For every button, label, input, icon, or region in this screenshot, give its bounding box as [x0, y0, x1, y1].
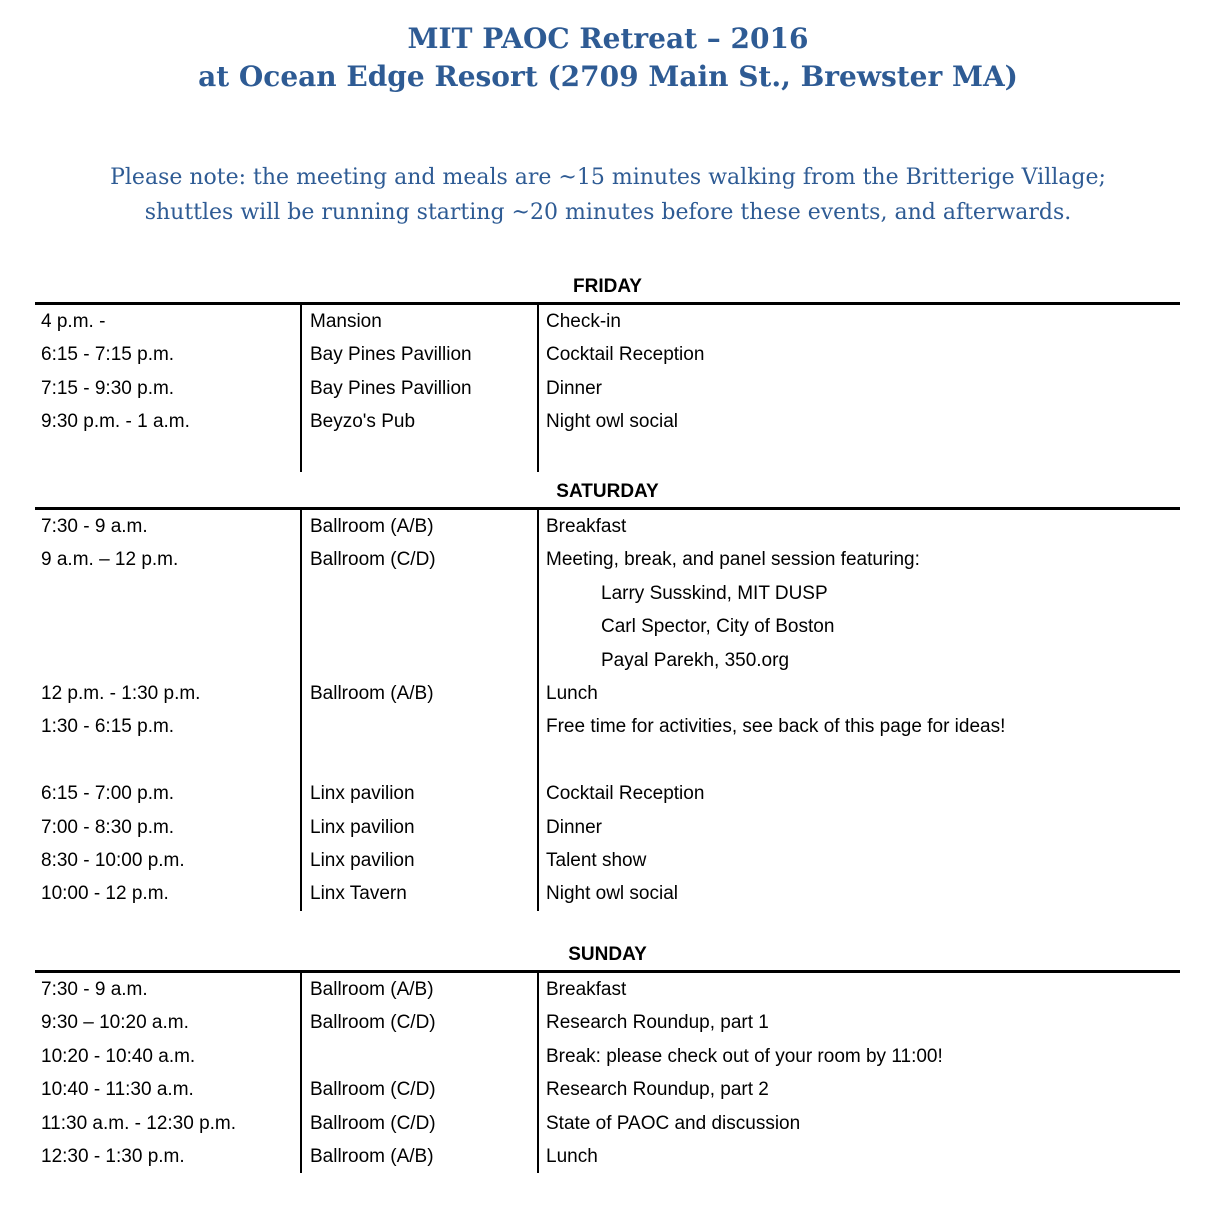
table-row [35, 1140, 1180, 1173]
event-cell: Breakfast [537, 510, 1180, 543]
time-cell: 12 p.m. - 1:30 p.m. [41, 683, 201, 705]
note-line-2: shuttles will be running starting ~20 minutes before these events, and afterwards. [144, 200, 1072, 225]
table-row [35, 811, 1180, 844]
title-line-2: at Ocean Edge Resort (2709 Main St., Brewster MA) [198, 60, 1018, 93]
location-cell: Beyzo's Pub [300, 405, 537, 438]
time-cell: 7:30 - 9 a.m. [41, 978, 148, 1000]
location-cell [300, 610, 537, 643]
location-cell: Linx Tavern [300, 877, 537, 910]
table-row [35, 973, 1180, 1006]
table-row [35, 777, 1180, 810]
time-cell [35, 744, 300, 777]
table-row [35, 372, 1180, 405]
time-cell: 7:30 - 9 a.m. [41, 516, 148, 538]
table-row [35, 305, 1180, 338]
section-sunday [35, 943, 1180, 1173]
table-row [35, 644, 1180, 677]
event-cell: Meeting, break, and panel session featuring: [537, 543, 1180, 576]
location-cell: Linx pavilion [300, 811, 537, 844]
table-row [35, 1040, 1180, 1073]
location-cell: Ballroom (A/B) [300, 1140, 537, 1173]
table-row [35, 439, 1180, 472]
event-cell: Cocktail Reception [537, 338, 1180, 371]
time-cell: 11:30 a.m. - 12:30 p.m. [41, 1112, 237, 1134]
event-cell: Dinner [537, 811, 1180, 844]
friday-table [35, 302, 1180, 472]
location-cell: Bay Pines Pavillion [300, 338, 537, 371]
event-cell: Free time for activities, see back of this page for ideas! [537, 710, 1180, 743]
time-cell: 9:30 p.m. - 1 a.m. [41, 411, 190, 433]
location-cell [300, 439, 537, 472]
day-header-friday: FRIDAY [573, 276, 642, 297]
location-cell: Ballroom (C/D) [300, 1073, 537, 1106]
location-cell: Mansion [300, 305, 537, 338]
time-cell: 4 p.m. - [41, 311, 106, 332]
day-header-sunday: SUNDAY [568, 943, 647, 965]
table-row [35, 1107, 1180, 1140]
event-cell: Check-in [537, 305, 1180, 338]
location-cell: Ballroom (C/D) [300, 1107, 537, 1140]
title-line-1: MIT PAOC Retreat – 2016 [407, 22, 809, 55]
time-cell: 8:30 - 10:00 p.m. [41, 850, 185, 872]
event-cell: Night owl social [537, 877, 1180, 910]
event-cell [537, 439, 1180, 472]
table-row [35, 1006, 1180, 1039]
event-cell: Breakfast [537, 973, 1180, 1006]
time-cell: 7:15 - 9:30 p.m. [41, 377, 175, 399]
time-cell [35, 644, 300, 677]
table-row [35, 610, 1180, 643]
location-cell: Ballroom (C/D) [300, 543, 537, 576]
location-cell: Ballroom (A/B) [300, 510, 537, 543]
event-cell: Research Roundup, part 2 [537, 1073, 1180, 1106]
event-cell: Larry Susskind, MIT DUSP [537, 577, 1180, 610]
location-cell [300, 644, 537, 677]
section-friday [35, 275, 1180, 472]
table-row [35, 510, 1180, 543]
event-cell: Talent show [537, 844, 1180, 877]
section-saturday [35, 480, 1180, 911]
event-cell: State of PAOC and discussion [537, 1107, 1180, 1140]
schedule-content [35, 275, 1180, 1173]
event-cell: Payal Parekh, 350.org [537, 644, 1180, 677]
time-cell: 9 a.m. – 12 p.m. [41, 549, 179, 571]
time-cell: 12:30 - 1:30 p.m. [41, 1145, 185, 1167]
table-row [35, 844, 1180, 877]
location-cell: Bay Pines Pavillion [300, 372, 537, 405]
time-cell: 6:15 - 7:00 p.m. [41, 783, 175, 805]
table-row [35, 405, 1180, 438]
event-cell: Lunch [537, 677, 1180, 710]
time-cell: 7:00 - 8:30 p.m. [41, 816, 175, 838]
location-cell: Linx pavilion [300, 844, 537, 877]
shuttle-note [0, 160, 1216, 230]
event-cell: Carl Spector, City of Boston [537, 610, 1180, 643]
page-title [0, 20, 1216, 96]
location-cell: Linx pavilion [300, 777, 537, 810]
event-cell: Research Roundup, part 1 [537, 1006, 1180, 1039]
table-row [35, 744, 1180, 777]
table-row [35, 677, 1180, 710]
event-cell [537, 744, 1180, 777]
time-cell: 6:15 - 7:15 p.m. [41, 344, 175, 366]
table-row [35, 1073, 1180, 1106]
time-cell [35, 439, 300, 472]
note-line-1: Please note: the meeting and meals are ~15 minutes walking from the Britterige Village; [110, 165, 1106, 190]
time-cell [35, 577, 300, 610]
event-cell: Lunch [537, 1140, 1180, 1173]
location-cell: Ballroom (C/D) [300, 1006, 537, 1039]
location-cell [300, 710, 537, 743]
document-page [0, 20, 1216, 1173]
event-cell: Dinner [537, 372, 1180, 405]
location-cell: Ballroom (A/B) [300, 677, 537, 710]
time-cell: 10:40 - 11:30 a.m. [41, 1079, 194, 1101]
time-cell [35, 610, 300, 643]
table-row [35, 543, 1180, 576]
table-row [35, 338, 1180, 371]
time-cell: 10:20 - 10:40 a.m. [41, 1045, 196, 1067]
event-cell: Cocktail Reception [537, 777, 1180, 810]
table-row [35, 710, 1180, 743]
event-cell: Break: please check out of your room by 11:00! [537, 1040, 1180, 1073]
day-header-saturday: SATURDAY [556, 481, 659, 503]
time-cell: 1:30 - 6:15 p.m. [41, 716, 175, 738]
time-cell: 9:30 – 10:20 a.m. [41, 1012, 189, 1034]
table-row [35, 877, 1180, 910]
table-row [35, 577, 1180, 610]
location-cell [300, 1040, 537, 1073]
location-cell: Ballroom (A/B) [300, 973, 537, 1006]
location-cell [300, 744, 537, 777]
saturday-table [35, 507, 1180, 911]
event-cell: Night owl social [537, 405, 1180, 438]
time-cell: 10:00 - 12 p.m. [41, 883, 169, 905]
sunday-table [35, 970, 1180, 1173]
location-cell [300, 577, 537, 610]
